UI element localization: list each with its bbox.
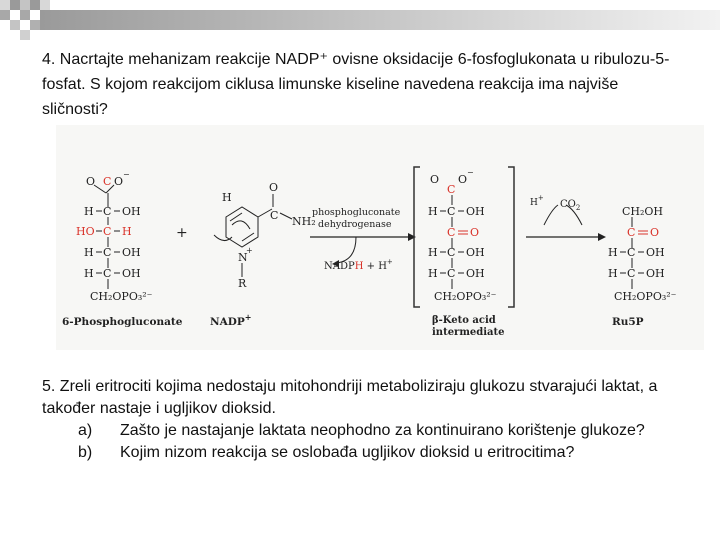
nadph-label: NADPH + H+ (324, 258, 393, 272)
svg-text:C: C (627, 246, 636, 259)
question-4-body: Nacrtajte mehanizam reakcije NADP⁺ ovisne oksidacije 6-fosfoglukonata u ribulozu-5-fosfat. S kojom reakcijom ciklusa limunske kiseline navedena reakcija ima najviše sličnosti? (42, 51, 670, 118)
svg-text:O: O (114, 175, 124, 188)
svg-text:HO: HO (76, 225, 95, 238)
svg-text:C: C (627, 226, 636, 239)
svg-text:H: H (608, 267, 618, 280)
svg-text:O: O (470, 226, 480, 239)
svg-text:R: R (238, 277, 247, 290)
svg-text:O: O (430, 173, 440, 186)
svg-text:O: O (269, 181, 279, 194)
svg-text:H: H (608, 246, 618, 259)
svg-text:+: + (246, 246, 253, 255)
header-band (40, 10, 720, 30)
svg-text:NH₂: NH₂ (292, 215, 316, 228)
reaction-figure (56, 125, 704, 350)
svg-text:OH: OH (466, 205, 485, 218)
co2-label: $CO_2$ (560, 199, 581, 212)
svg-text:−: − (467, 168, 474, 177)
svg-text:CH₂OH: CH₂OH (622, 205, 664, 218)
svg-text:OH: OH (646, 267, 665, 280)
svg-text:OH: OH (122, 267, 141, 280)
svg-text:OH: OH (122, 205, 141, 218)
svg-text:CH₂OPO₃²⁻: CH₂OPO₃²⁻ (614, 290, 677, 303)
svg-text:C: C (447, 205, 456, 218)
svg-text:C: C (447, 246, 456, 259)
enzyme-label-2: dehydrogenase (318, 219, 392, 230)
svg-text:OH: OH (646, 246, 665, 259)
question-5-body: Zreli eritrociti kojima nedostaju mitohondriji metaboliziraju glukozu stvarajući laktat, a također nastaje i ugljikov dioksid. (42, 378, 658, 417)
slide-decoration (0, 0, 720, 46)
svg-text:H: H (428, 267, 438, 280)
svg-text:C: C (447, 267, 456, 280)
svg-text:H: H (84, 246, 94, 259)
item-b-label: b) (78, 444, 93, 461)
enzyme-label-1: phosphogluconate (312, 207, 401, 218)
svg-text:O: O (86, 175, 96, 188)
svg-text:H: H (122, 225, 132, 238)
intermediate-label-2: intermediate (432, 327, 505, 338)
svg-text:C: C (447, 183, 456, 196)
svg-text:C: C (103, 205, 112, 218)
proton-label: H+ (530, 194, 544, 208)
svg-text:C: C (103, 225, 112, 238)
svg-text:−: − (123, 170, 130, 179)
item-a-label: a) (78, 422, 93, 439)
question-5-text (42, 376, 692, 420)
product-label: Ru5P (612, 316, 644, 328)
substrate-label: 6-Phosphogluconate (62, 316, 183, 328)
svg-text:H: H (84, 205, 94, 218)
svg-text:C: C (103, 246, 112, 259)
svg-text:OH: OH (466, 246, 485, 259)
question-5 (42, 376, 692, 464)
svg-text:CH₂OPO₃²⁻: CH₂OPO₃²⁻ (434, 290, 497, 303)
svg-text:H: H (84, 267, 94, 280)
svg-text:H: H (428, 246, 438, 259)
svg-text:C: C (627, 267, 636, 280)
intermediate-label-1: β-Keto acid (432, 315, 496, 326)
question-4-text (42, 47, 682, 122)
svg-text:H: H (222, 191, 232, 204)
svg-text:OH: OH (466, 267, 485, 280)
svg-text:C: C (103, 175, 112, 188)
plus-sign: + (176, 225, 188, 241)
question-5-item-a (42, 420, 692, 442)
svg-text:C: C (270, 209, 279, 222)
item-b-text: Kojim nizom reakcija se oslobađa ugljikov dioksid u eritrocitima? (120, 444, 575, 461)
svg-text:O: O (650, 226, 660, 239)
svg-text:CH₂OPO₃²⁻: CH₂OPO₃²⁻ (90, 290, 153, 303)
svg-text:N: N (238, 251, 248, 264)
question-4 (42, 47, 682, 122)
svg-text:C: C (447, 226, 456, 239)
cofactor-label: NADP+ (210, 312, 252, 328)
question-5-number: 5. (42, 378, 56, 395)
svg-text:C: C (103, 267, 112, 280)
svg-text:O: O (458, 173, 468, 186)
svg-text:H: H (428, 205, 438, 218)
question-5-item-b (42, 442, 692, 464)
question-4-number: 4. (42, 51, 56, 68)
item-a-text: Zašto je nastajanje laktata neophodno za kontinuirano korištenje glukoze? (120, 422, 645, 439)
svg-text:OH: OH (122, 246, 141, 259)
